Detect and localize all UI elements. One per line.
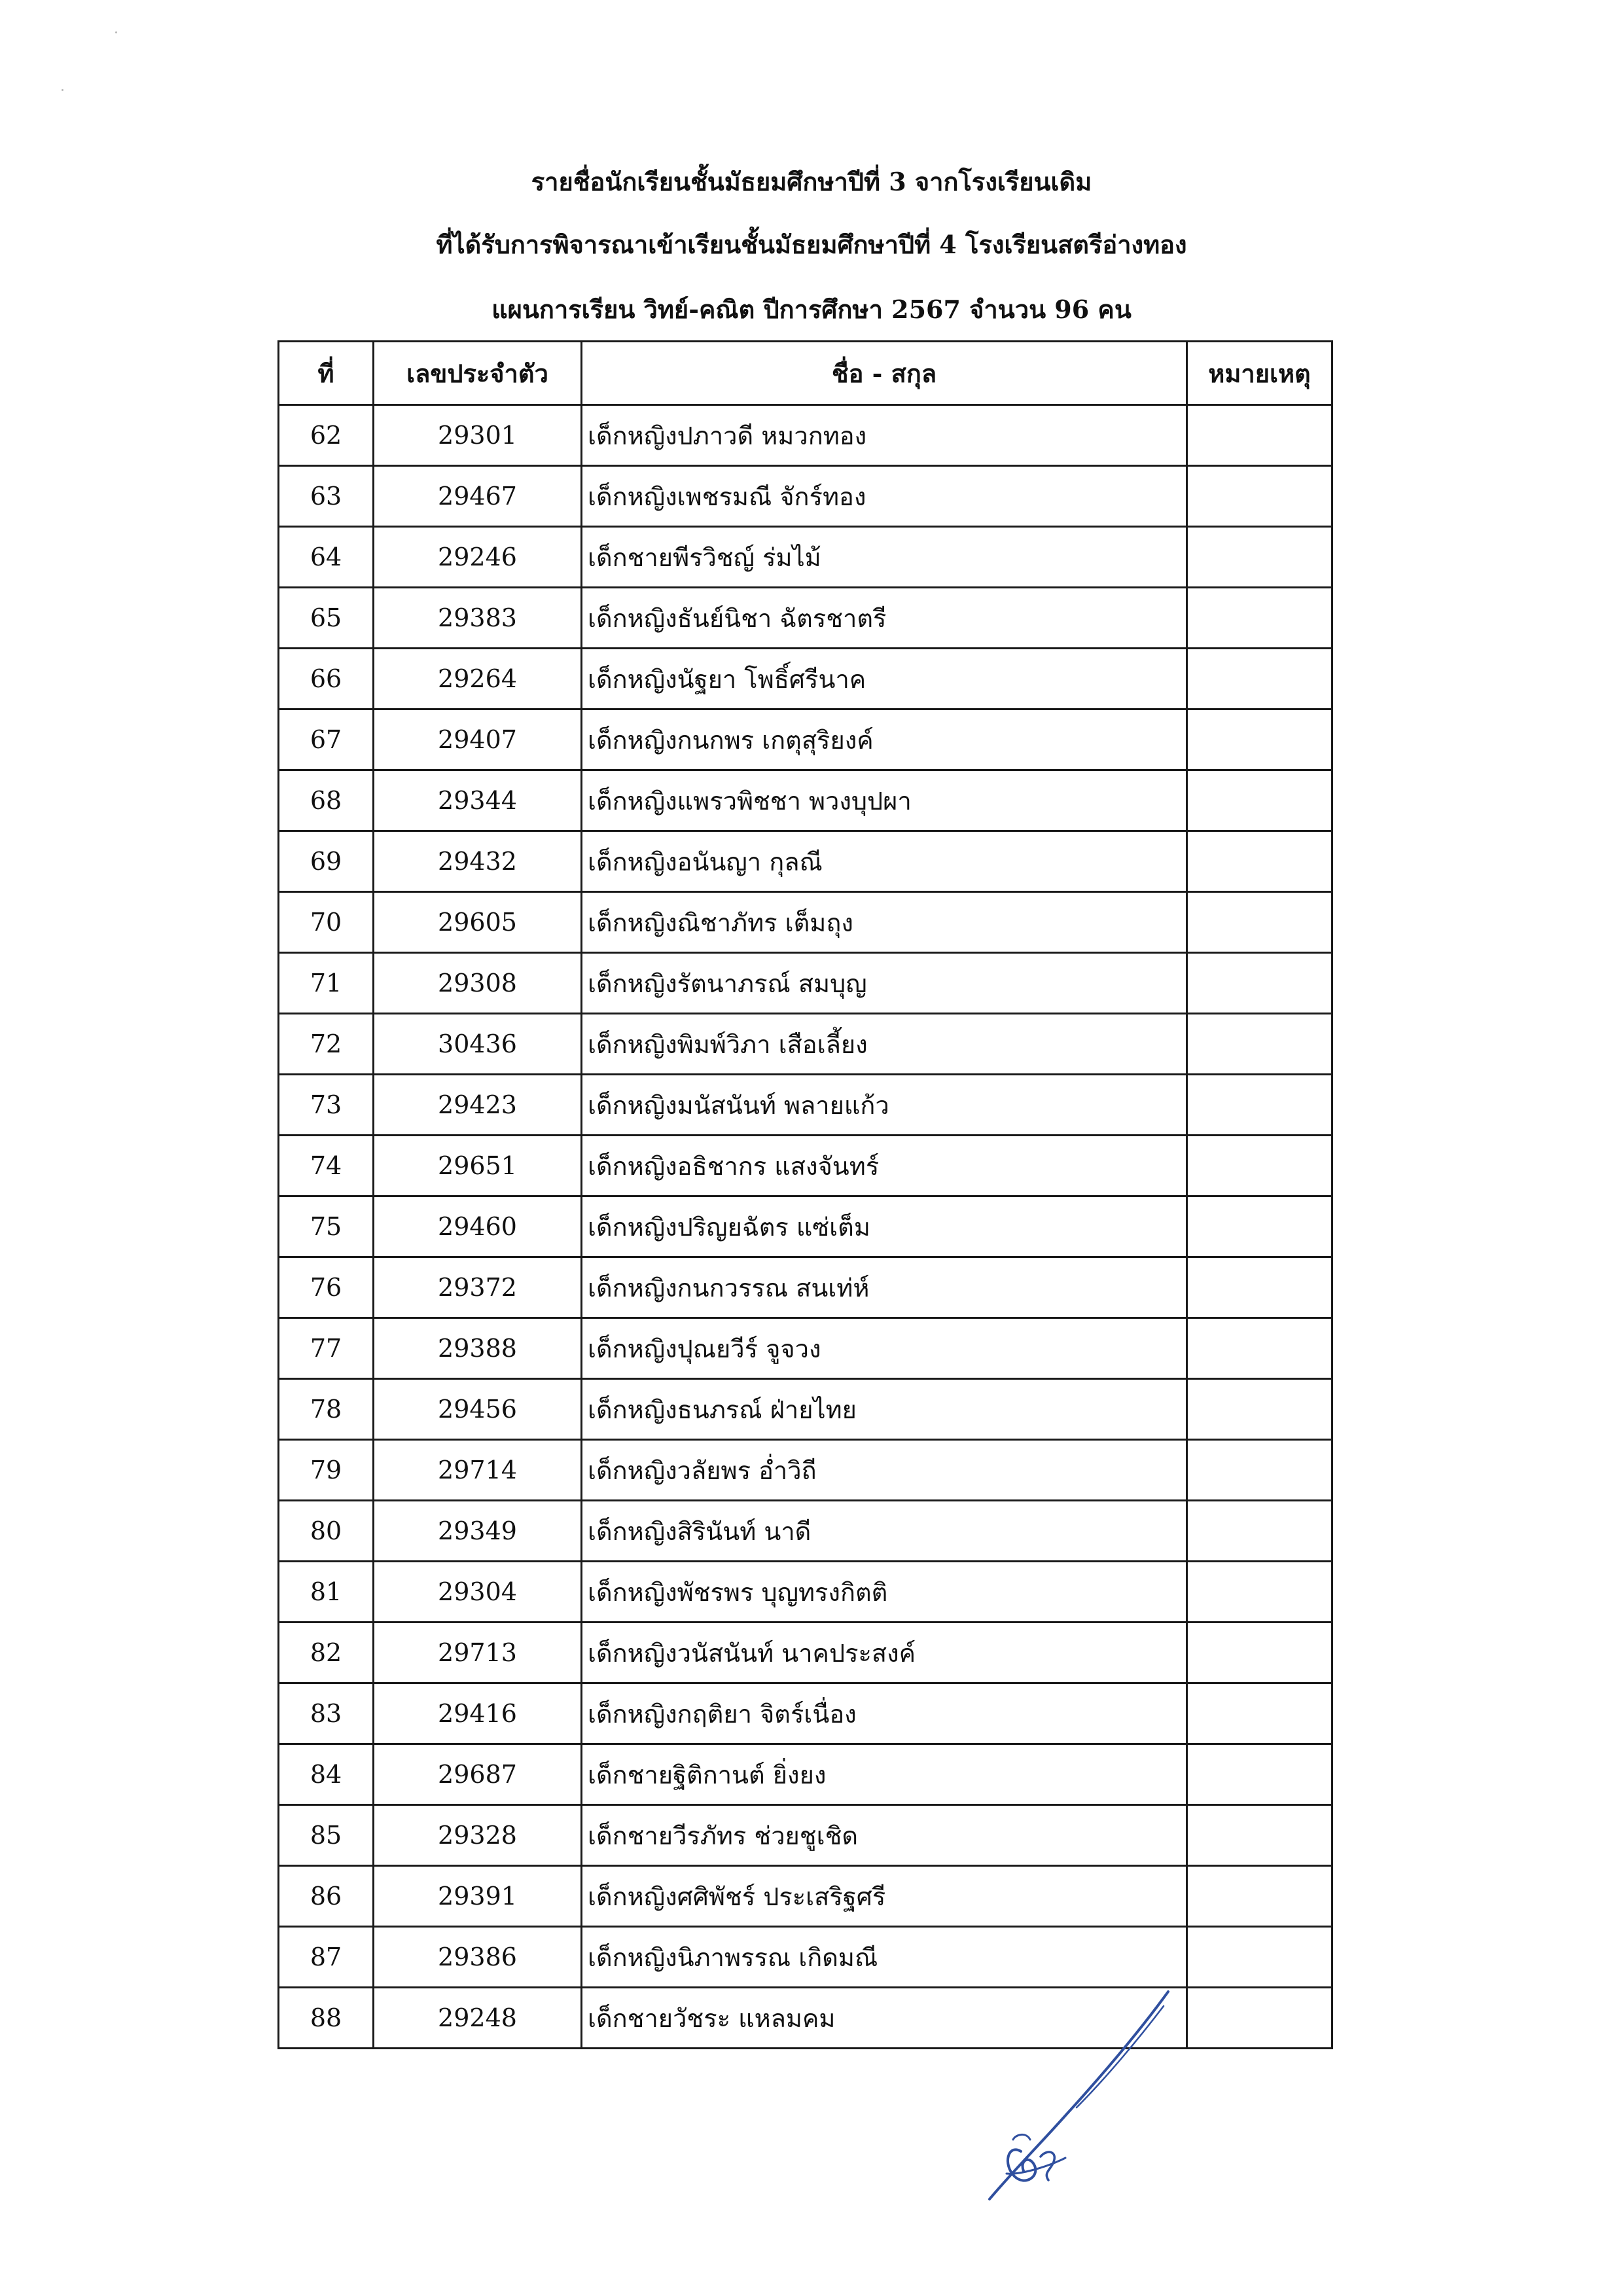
- table-row: [279, 770, 1332, 831]
- row-number: 64: [279, 527, 374, 588]
- student-id: 29383: [374, 588, 582, 649]
- row-number: 83: [279, 1683, 374, 1744]
- student-id: 29264: [374, 649, 582, 709]
- student-name: เด็กหญิงอนันญา กุลณี: [582, 831, 1187, 892]
- student-id: 29423: [374, 1075, 582, 1136]
- remark-cell: [1187, 1927, 1332, 1988]
- row-number: 70: [279, 892, 374, 953]
- row-number: 81: [279, 1562, 374, 1623]
- table-row: [279, 1257, 1332, 1318]
- remark-cell: [1187, 1075, 1332, 1136]
- student-name: เด็กหญิงพิมพ์วิภา เสือเลี้ยง: [582, 1014, 1187, 1075]
- remark-cell: [1187, 709, 1332, 770]
- table-row: [279, 1196, 1332, 1257]
- row-number: 76: [279, 1257, 374, 1318]
- student-id: 29651: [374, 1136, 582, 1196]
- table-row: [279, 1318, 1332, 1379]
- student-id: 29308: [374, 953, 582, 1014]
- table-row: [279, 1501, 1332, 1562]
- student-name: เด็กชายฐิติกานต์ ยิ่งยง: [582, 1744, 1187, 1805]
- remark-cell: [1187, 1683, 1332, 1744]
- table-row: [279, 466, 1332, 527]
- row-number: 72: [279, 1014, 374, 1075]
- table-header: [279, 342, 1332, 405]
- column-header-number: ที่: [279, 342, 374, 405]
- remark-cell: [1187, 588, 1332, 649]
- student-id: 29304: [374, 1562, 582, 1623]
- student-name: เด็กหญิงเพชรมณี จักร์ทอง: [582, 466, 1187, 527]
- student-id: 29386: [374, 1927, 582, 1988]
- table-row: [279, 1075, 1332, 1136]
- column-header-student-id: เลขประจำตัว: [374, 342, 582, 405]
- row-number: 79: [279, 1440, 374, 1501]
- document-title-line-1: รายชื่อนักเรียนชั้นมัธยมศึกษาปีที่ 3 จากโรงเรียนเดิม: [531, 167, 1092, 196]
- remark-cell: [1187, 466, 1332, 527]
- table-row: [279, 1866, 1332, 1927]
- student-id: 29416: [374, 1683, 582, 1744]
- student-name: เด็กหญิงรัตนาภรณ์ สมบุญ: [582, 953, 1187, 1014]
- table-row: [279, 649, 1332, 709]
- row-number: 78: [279, 1379, 374, 1440]
- table-row: [279, 1014, 1332, 1075]
- student-name: เด็กหญิงปริญยฉัตร แซ่เต็ม: [582, 1196, 1187, 1257]
- table-row: [279, 588, 1332, 649]
- student-name: เด็กหญิงธนภรณ์ ฝ่ายไทย: [582, 1379, 1187, 1440]
- student-id: 29467: [374, 466, 582, 527]
- remark-cell: [1187, 1257, 1332, 1318]
- row-number: 74: [279, 1136, 374, 1196]
- remark-cell: [1187, 1379, 1332, 1440]
- student-id: 29349: [374, 1501, 582, 1562]
- table-row: [279, 1136, 1332, 1196]
- remark-cell: [1187, 1136, 1332, 1196]
- student-id: 29714: [374, 1440, 582, 1501]
- document-title-line-2: ที่ได้รับการพิจารณาเข้าเรียนชั้นมัธยมศึกษาปีที่ 4 โรงเรียนสตรีอ่างทอง: [436, 230, 1187, 259]
- student-name: เด็กหญิงแพรวพิชชา พวงบุปผา: [582, 770, 1187, 831]
- student-name: เด็กหญิงศศิพัชร์ ประเสริฐศรี: [582, 1866, 1187, 1927]
- remark-cell: [1187, 953, 1332, 1014]
- student-name: เด็กหญิงมนัสนันท์ พลายแก้ว: [582, 1075, 1187, 1136]
- row-number: 68: [279, 770, 374, 831]
- table-row: [279, 953, 1332, 1014]
- remark-cell: [1187, 1501, 1332, 1562]
- table-row: [279, 892, 1332, 953]
- remark-cell: [1187, 831, 1332, 892]
- student-id: 29328: [374, 1805, 582, 1866]
- student-id: 29713: [374, 1623, 582, 1683]
- remark-cell: [1187, 649, 1332, 709]
- student-id: 29344: [374, 770, 582, 831]
- row-number: 65: [279, 588, 374, 649]
- row-number: 88: [279, 1988, 374, 2049]
- row-number: 77: [279, 1318, 374, 1379]
- student-name: เด็กหญิงอธิชากร แสงจันทร์: [582, 1136, 1187, 1196]
- remark-cell: [1187, 1196, 1332, 1257]
- row-number: 75: [279, 1196, 374, 1257]
- row-number: 86: [279, 1866, 374, 1927]
- remark-cell: [1187, 770, 1332, 831]
- row-number: 84: [279, 1744, 374, 1805]
- remark-cell: [1187, 405, 1332, 466]
- student-id: 29687: [374, 1744, 582, 1805]
- student-name: เด็กหญิงพัชรพร บุญทรงกิตติ: [582, 1562, 1187, 1623]
- student-id: 29432: [374, 831, 582, 892]
- student-name: เด็กชายวัชระ แหลมคม: [582, 1988, 1187, 2049]
- student-name: เด็กหญิงกนกวรรณ สนเท่ห์: [582, 1257, 1187, 1318]
- row-number: 82: [279, 1623, 374, 1683]
- student-id: 29372: [374, 1257, 582, 1318]
- remark-cell: [1187, 1988, 1332, 2049]
- table-body: [279, 405, 1332, 2049]
- remark-cell: [1187, 892, 1332, 953]
- table-row: [279, 1927, 1332, 1988]
- row-number: 71: [279, 953, 374, 1014]
- signature: [942, 1980, 1178, 2215]
- column-header-remark: หมายเหตุ: [1187, 342, 1332, 405]
- table-row: [279, 1440, 1332, 1501]
- student-id: 29391: [374, 1866, 582, 1927]
- column-header-full-name: ชื่อ - สกุล: [582, 342, 1187, 405]
- remark-cell: [1187, 1744, 1332, 1805]
- student-id: 29605: [374, 892, 582, 953]
- table-row: [279, 1683, 1332, 1744]
- student-name: เด็กหญิงสิรินันท์ นาดี: [582, 1501, 1187, 1562]
- student-id: 29460: [374, 1196, 582, 1257]
- row-number: 66: [279, 649, 374, 709]
- row-number: 80: [279, 1501, 374, 1562]
- table-row: [279, 1562, 1332, 1623]
- remark-cell: [1187, 1623, 1332, 1683]
- student-name: เด็กหญิงกนกพร เกตุสุริยงค์: [582, 709, 1187, 770]
- student-id: 29456: [374, 1379, 582, 1440]
- table-header-row: [279, 342, 1332, 405]
- row-number: 73: [279, 1075, 374, 1136]
- row-number: 63: [279, 466, 374, 527]
- student-name: เด็กหญิงปุณยวีร์ จูจวง: [582, 1318, 1187, 1379]
- student-name: เด็กหญิงธันย์นิชา ฉัตรชาตรี: [582, 588, 1187, 649]
- remark-cell: [1187, 1562, 1332, 1623]
- row-number: 69: [279, 831, 374, 892]
- student-name: เด็กหญิงวลัยพร อ่ำวิถี: [582, 1440, 1187, 1501]
- student-name: เด็กชายวีรภัทร ช่วยชูเชิด: [582, 1805, 1187, 1866]
- student-name: เด็กชายพีรวิชญ์ ร่มไม้: [582, 527, 1187, 588]
- student-id: 30436: [374, 1014, 582, 1075]
- remark-cell: [1187, 527, 1332, 588]
- student-name: เด็กหญิงนิภาพรรณ เกิดมณี: [582, 1927, 1187, 1988]
- student-id: 29388: [374, 1318, 582, 1379]
- student-name: เด็กหญิงวนัสนันท์ นาคประสงค์: [582, 1623, 1187, 1683]
- table-row: [279, 527, 1332, 588]
- row-number: 67: [279, 709, 374, 770]
- row-number: 85: [279, 1805, 374, 1866]
- table-row: [279, 405, 1332, 466]
- student-name: เด็กหญิงณิชาภัทร เต็มถุง: [582, 892, 1187, 953]
- student-name: เด็กหญิงปภาวดี หมวกทอง: [582, 405, 1187, 466]
- student-name: เด็กหญิงนัฐยา โพธิ์ศรีนาค: [582, 649, 1187, 709]
- student-id: 29301: [374, 405, 582, 466]
- table-row: [279, 831, 1332, 892]
- table-row: [279, 709, 1332, 770]
- student-id: 29248: [374, 1988, 582, 2049]
- table-row: [279, 1744, 1332, 1805]
- student-name: เด็กหญิงกฤติยา จิตร์เนื่อง: [582, 1683, 1187, 1744]
- student-id: 29246: [374, 527, 582, 588]
- scan-speck: [62, 89, 63, 91]
- student-roster-table: [277, 340, 1333, 2049]
- remark-cell: [1187, 1014, 1332, 1075]
- table-row: [279, 1379, 1332, 1440]
- scan-speck: [115, 31, 117, 33]
- remark-cell: [1187, 1318, 1332, 1379]
- student-id: 29407: [374, 709, 582, 770]
- document-title-line-3: แผนการเรียน วิทย์-คณิต ปีการศึกษา 2567 จำนวน 96 คน: [491, 295, 1132, 324]
- remark-cell: [1187, 1805, 1332, 1866]
- row-number: 87: [279, 1927, 374, 1988]
- remark-cell: [1187, 1866, 1332, 1927]
- row-number: 62: [279, 405, 374, 466]
- table-row: [279, 1805, 1332, 1866]
- table-row: [279, 1623, 1332, 1683]
- remark-cell: [1187, 1440, 1332, 1501]
